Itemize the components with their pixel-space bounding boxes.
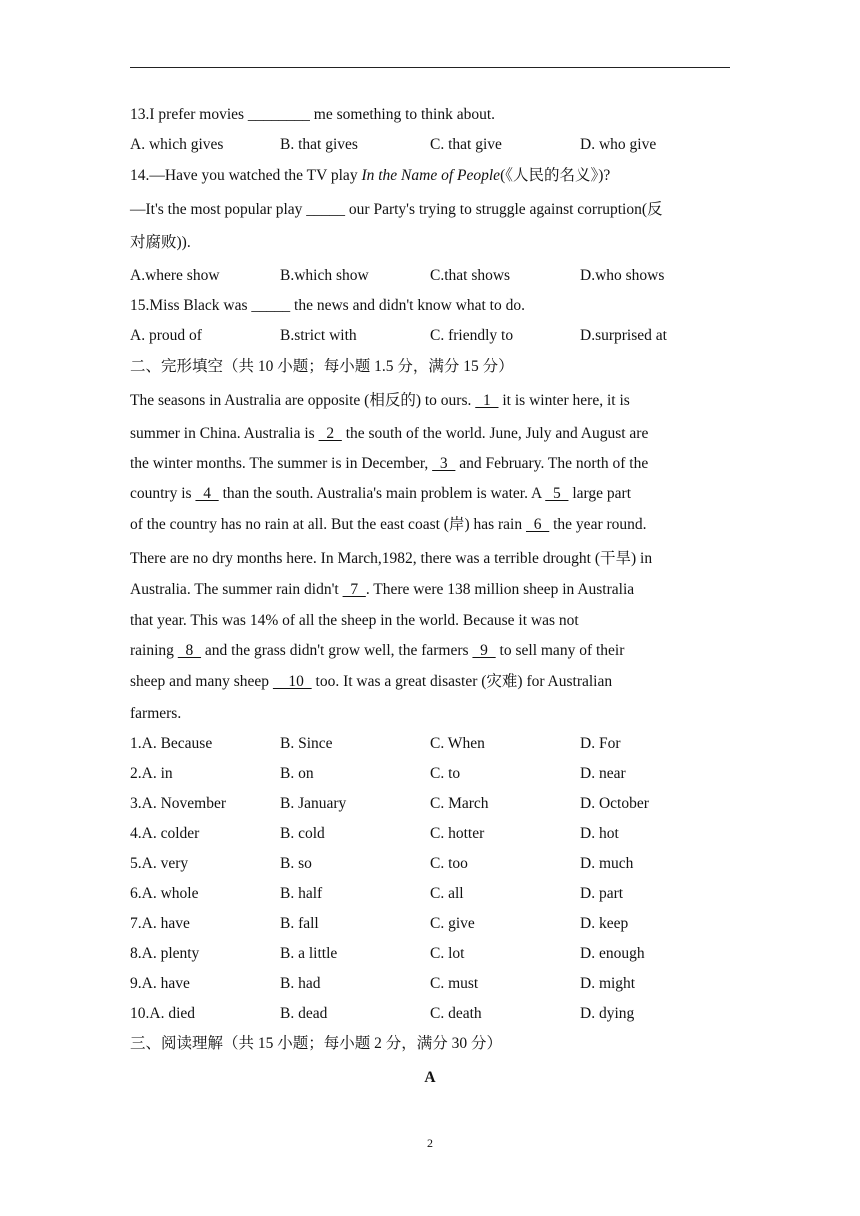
cloze-10-option-d: D. dying <box>580 1005 635 1022</box>
passage-text: The seasons in Australia are opposite (相反的) to ours. <box>130 392 476 409</box>
passage-text: country is <box>130 485 196 502</box>
cloze-2-option-b: B. on <box>280 765 314 782</box>
question-15-option-c: C. friendly to <box>430 327 514 344</box>
cloze-4-option-b: B. cold <box>280 825 325 842</box>
passage-text: raining <box>130 642 178 659</box>
cloze-2-option-a: 2.A. in <box>130 765 173 782</box>
cloze-9-option-a: 9.A. have <box>130 975 190 992</box>
question-13-option-d: D. who give <box>580 136 657 153</box>
blank-1: 1 <box>475 392 499 409</box>
passage-text: than the south. Australia's main problem is water. A <box>218 485 546 502</box>
cloze-9-option-d: D. might <box>580 975 636 992</box>
passage-text: and February. The north of the <box>455 455 649 472</box>
cloze-9-option-b: B. had <box>280 975 321 992</box>
passage-text: and the grass didn't grow well, the farmers <box>201 642 473 659</box>
cloze-3-option-a: 3.A. November <box>130 795 226 812</box>
question-13-stem: 13.I prefer movies ________ me something to think about. <box>130 106 496 123</box>
blank-9: 9 <box>472 642 496 659</box>
question-13-option-b: B. that gives <box>280 136 358 153</box>
cloze-8-option-b: B. a little <box>280 945 338 962</box>
passage-line <box>130 704 181 724</box>
cloze-7-option-c: C. give <box>430 915 475 932</box>
passage-line <box>130 641 624 661</box>
blank-2: 2 <box>318 425 342 442</box>
passage-text: farmers. <box>130 705 182 722</box>
passage-text: to sell many of their <box>495 642 625 659</box>
blank-4: 4 <box>195 485 219 502</box>
cloze-1-option-d: D. For <box>580 735 621 752</box>
passage-line <box>130 484 631 504</box>
question-13-option-c: C. that give <box>430 136 502 153</box>
cloze-4-option-a: 4.A. colder <box>130 825 200 842</box>
question-13-option-a: A. which gives <box>130 136 224 153</box>
cloze-4-option-d: D. hot <box>580 825 619 842</box>
blank-10: 10 <box>272 673 312 690</box>
question-14-play-title: In the Name of People <box>361 167 501 184</box>
cloze-10-option-a: 10.A. died <box>130 1005 196 1022</box>
blank-3: 3 <box>432 455 456 472</box>
cloze-7-option-a: 7.A. have <box>130 915 190 932</box>
passage-text: large part <box>568 485 632 502</box>
cloze-5-option-a: 5.A. very <box>130 855 189 872</box>
passage-line <box>130 580 634 600</box>
blank-5: 5 <box>545 485 569 502</box>
question-14-option-c: C.that shows <box>430 267 511 284</box>
passage-text: Australia. The summer rain didn't <box>130 581 343 598</box>
question-14-stem-after: (《人民的名义》)? <box>500 167 611 184</box>
question-14-stem-before: 14.—Have you watched the TV play <box>130 167 362 184</box>
passage-line <box>130 672 612 692</box>
passage-text: the south of the world. June, July and August are <box>341 425 649 442</box>
cloze-10-option-c: C. death <box>430 1005 482 1022</box>
passage-line <box>130 611 579 631</box>
cloze-8-option-d: D. enough <box>580 945 645 962</box>
question-15-option-b: B.strict with <box>280 327 357 344</box>
passage-line <box>130 515 647 535</box>
cloze-6-option-a: 6.A. whole <box>130 885 199 902</box>
blank-8: 8 <box>177 642 202 659</box>
cloze-7-option-d: D. keep <box>580 915 629 932</box>
cloze-1-option-a: 1.A. Because <box>130 735 213 752</box>
passage-line <box>130 391 630 411</box>
cloze-3-option-d: D. October <box>580 795 649 812</box>
cloze-10-option-b: B. dead <box>280 1005 328 1022</box>
cloze-6-option-c: C. all <box>430 885 464 902</box>
question-14-option-b: B.which show <box>280 267 369 284</box>
cloze-5-option-d: D. much <box>580 855 634 872</box>
cloze-5-option-b: B. so <box>280 855 312 872</box>
passage-text: that year. This was 14% of all the sheep in the world. Because it was not <box>130 612 579 629</box>
passage-line <box>130 454 648 474</box>
question-15-option-d: D.surprised at <box>580 327 667 344</box>
cloze-7-option-b: B. fall <box>280 915 319 932</box>
passage-line <box>130 424 648 444</box>
cloze-3-option-b: B. January <box>280 795 347 812</box>
passage-text: of the country has no rain at all. But the east coast (岸) has rain <box>130 516 526 533</box>
section-3-heading: 三、阅读理解（共 15 小题；每小题 2 分，满分 30 分） <box>130 1035 503 1052</box>
passage-text: too. It was a great disaster (灾难) for Australian <box>311 673 613 690</box>
cloze-1-option-c: C. When <box>430 735 485 752</box>
header-rule <box>130 67 730 68</box>
passage-text: sheep and many sheep <box>130 673 273 690</box>
question-14-option-a: A.where show <box>130 267 220 284</box>
passage-text: the year round. <box>549 516 647 533</box>
cloze-5-option-c: C. too <box>430 855 468 872</box>
passage-text: summer in China. Australia is <box>130 425 319 442</box>
blank-6: 6 <box>526 516 550 533</box>
question-14-line3: 对腐败)). <box>130 234 191 251</box>
cloze-3-option-c: C. March <box>430 795 489 812</box>
question-14-stem <box>130 166 610 186</box>
section-2-heading: 二、完形填空（共 10 小题；每小题 1.5 分，满分 15 分） <box>130 358 514 375</box>
cloze-6-option-d: D. part <box>580 885 624 902</box>
passage-text: There are no dry months here. In March,1982, there was a terrible drought (干旱) in <box>130 550 653 567</box>
cloze-8-option-a: 8.A. plenty <box>130 945 200 962</box>
cloze-2-option-c: C. to <box>430 765 461 782</box>
cloze-9-option-c: C. must <box>430 975 479 992</box>
question-14-line2: —It's the most popular play _____ our Party's trying to struggle against corruption(反 <box>130 201 663 218</box>
question-14-option-d: D.who shows <box>580 267 665 284</box>
blank-7: 7 <box>342 581 366 598</box>
question-15-option-a: A. proud of <box>130 327 202 344</box>
cloze-2-option-d: D. near <box>580 765 626 782</box>
cloze-8-option-c: C. lot <box>430 945 465 962</box>
passage-text: the winter months. The summer is in December, <box>130 455 433 472</box>
passage-a-label: A <box>424 1069 436 1086</box>
passage-text: . There were 138 million sheep in Australia <box>365 581 635 598</box>
passage-text: it is winter here, it is <box>498 392 630 409</box>
question-15-stem: 15.Miss Black was _____ the news and didn't know what to do. <box>130 297 525 314</box>
cloze-1-option-b: B. Since <box>280 735 333 752</box>
passage-line <box>130 549 652 569</box>
page-number: 2 <box>427 1136 433 1150</box>
cloze-6-option-b: B. half <box>280 885 323 902</box>
cloze-4-option-c: C. hotter <box>430 825 485 842</box>
